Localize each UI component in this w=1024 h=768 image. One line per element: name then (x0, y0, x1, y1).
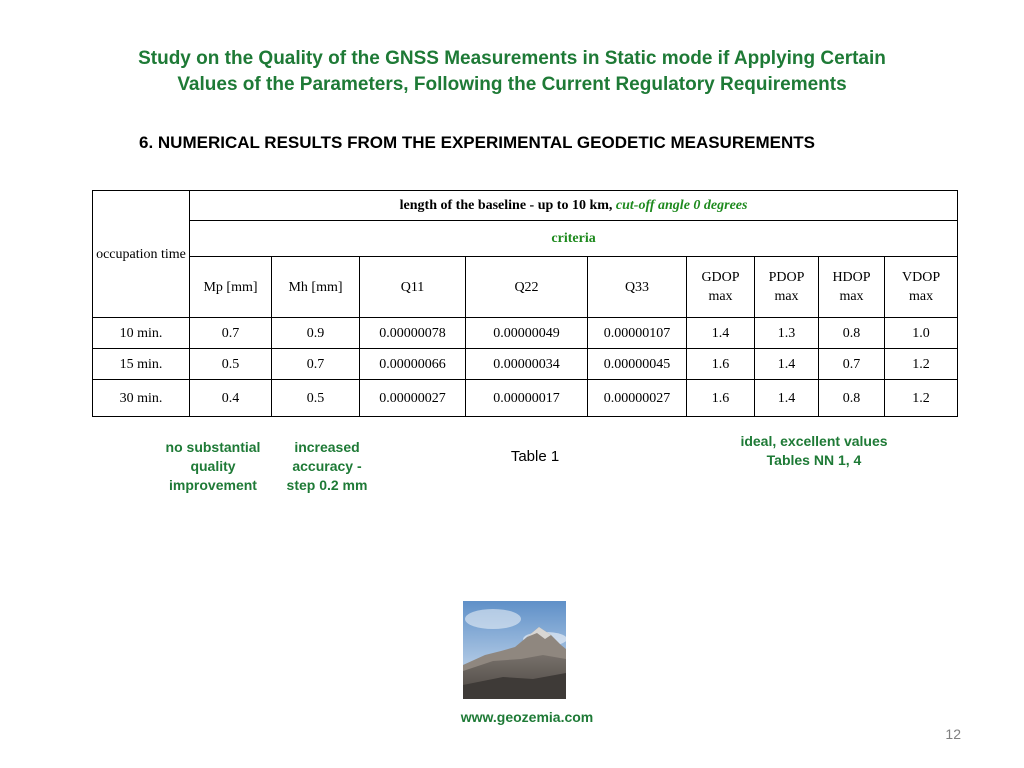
criteria-header: criteria (190, 221, 958, 257)
table-cell: 1.4 (755, 349, 819, 380)
table-cell: 0.5 (190, 349, 272, 380)
baseline-header-text: length of the baseline - up to 10 km, (399, 198, 613, 213)
column-header: Mh [mm] (272, 257, 360, 318)
website-url: www.geozemia.com (460, 709, 594, 725)
table-cell: 0.8 (819, 380, 885, 417)
occupation-time-header: occupation time (93, 191, 190, 318)
table-cell: 0.7 (272, 349, 360, 380)
column-header: Q11 (360, 257, 466, 318)
column-header-row (93, 257, 958, 318)
table-cell: 0.8 (819, 318, 885, 349)
increased-accuracy-note: increased accuracy - step 0.2 mm (286, 439, 368, 493)
row-label: 15 min. (93, 349, 190, 380)
table-cell: 0.7 (190, 318, 272, 349)
slide-title (40, 46, 984, 98)
table-cell: 0.00000107 (588, 318, 687, 349)
table-cell: 1.2 (885, 380, 958, 417)
slide-title-line-2: Values of the Parameters, Following the Current Regulatory Requirements (177, 74, 847, 95)
table-cell: 0.00000034 (466, 349, 588, 380)
results-table (92, 190, 958, 417)
table-cell: 1.4 (687, 318, 755, 349)
no-improvement-note: no substantial quality improvement (165, 439, 261, 493)
table-cell: 0.00000027 (360, 380, 466, 417)
row-label: 30 min. (93, 380, 190, 417)
table-cell: 0.00000049 (466, 318, 588, 349)
table-cell: 0.4 (190, 380, 272, 417)
slide-title-line-1: Study on the Quality of the GNSS Measurements in Static mode if Applying Certain (138, 48, 886, 69)
table-cell: 1.2 (885, 349, 958, 380)
table-row (93, 318, 958, 349)
table-caption: Table 1 (510, 448, 560, 465)
section-heading: 6. NUMERICAL RESULTS FROM THE EXPERIMENTAL GEODETIC MEASUREMENTS (139, 133, 815, 152)
column-header: Q22 (466, 257, 588, 318)
table-cell: 0.00000045 (588, 349, 687, 380)
table-row (93, 349, 958, 380)
page-number: 12 (945, 726, 961, 742)
volcano-landscape-photo (463, 601, 566, 699)
ideal-values-note: ideal, excellent values Tables NN 1, 4 (740, 433, 888, 468)
cutoff-angle-text: cut-off angle 0 degrees (615, 198, 748, 213)
column-header: Mp [mm] (190, 257, 272, 318)
table-cell: 0.00000027 (588, 380, 687, 417)
table-cell: 1.0 (885, 318, 958, 349)
table-cell: 1.6 (687, 349, 755, 380)
table-cell: 0.5 (272, 380, 360, 417)
table-cell: 0.7 (819, 349, 885, 380)
column-header: GDOP max (687, 257, 755, 318)
column-header: PDOP max (755, 257, 819, 318)
row-label: 10 min. (93, 318, 190, 349)
baseline-header (190, 191, 958, 221)
table-cell: 0.00000078 (360, 318, 466, 349)
column-header: VDOP max (885, 257, 958, 318)
table-cell: 1.6 (687, 380, 755, 417)
column-header: Q33 (588, 257, 687, 318)
table-cell: 0.9 (272, 318, 360, 349)
table-cell: 0.00000017 (466, 380, 588, 417)
table-cell: 1.4 (755, 380, 819, 417)
table-cell: 0.00000066 (360, 349, 466, 380)
table-row (93, 380, 958, 417)
column-header: HDOP max (819, 257, 885, 318)
table-cell: 1.3 (755, 318, 819, 349)
